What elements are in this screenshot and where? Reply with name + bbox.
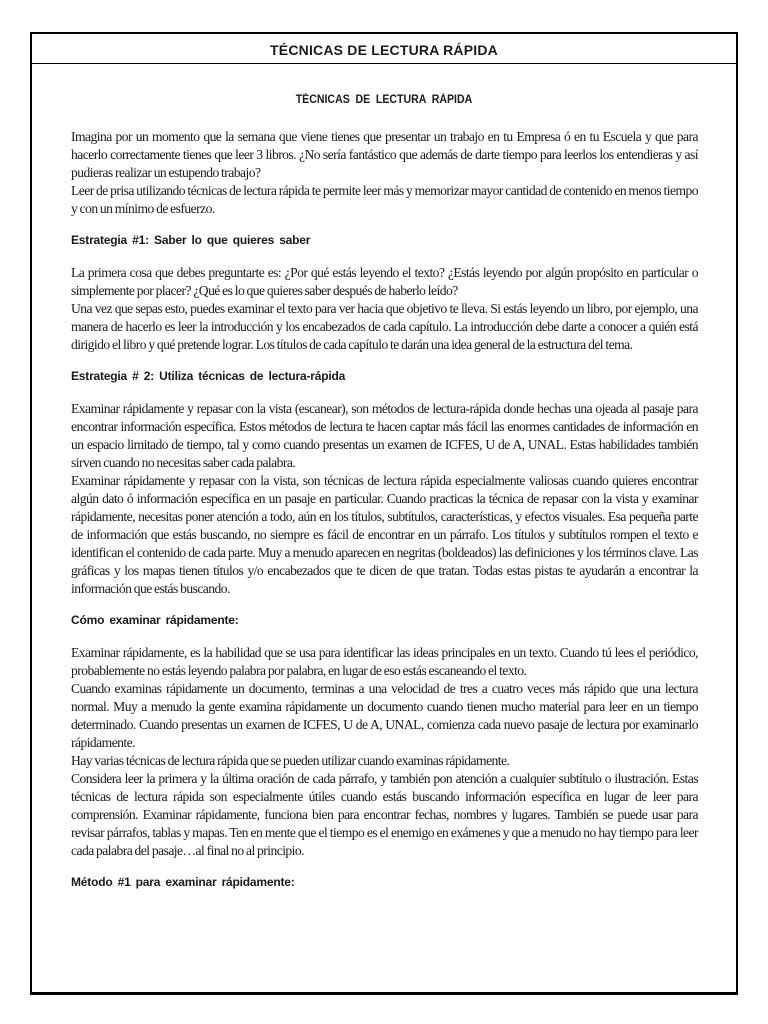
section-3-paragraph-1: Examinar rápidamente, es la habilidad que se usa para identificar las ideas principales en un texto. Cuando tú lees el periódico, probablemente no estás leyendo palabra por palabra, en lugar de eso estás escaneando el texto.: [71, 645, 698, 678]
section-2-paragraph-2: Examinar rápidamente y repasar con la vista, son técnicas de lectura rápida especialmente valiosas cuando quieres encontrar algún dato ó información específica en un pasaje en particular. Cuando practicas la técnica de repasar con la vista y examinar rápidamente, necesitas poner atención a todo, aún en los títulos, subtítulos, características, y efectos visuales. Esa pequeña parte de información que estás buscando, no siempre es fácil de encontrar en un párrafo. Los títulos y subtítulos rompen el texto e identifican el contenido de cada parte. Muy a menudo aparecen en negritas (boldeados) las definiciones y los términos clave. Las gráficas y los mapas tienen títulos y/o encabezados que te dicen de que tratan. Todas estas pistas te ayudarán a encontrar la información que estás buscando.: [71, 473, 698, 596]
section-heading-method-1: Método #1 para examinar rápidamente:: [71, 875, 295, 889]
section-3-paragraph-3: Hay varias técnicas de lectura rápida que se pueden utilizar cuando examinas rápidamente.: [71, 753, 510, 768]
section-1-paragraph-2: Una vez que sepas esto, puedes examinar el texto para ver hacia que objetivo te lleva. Si estás leyendo un libro, por ejemplo, una manera de hacerlo es leer la introducción y los encabezados de cada capítulo. La introducción debe darte a conocer a quién está dirigido el libro y qué pretende lograr. Los títulos de cada capítulo te darán una idea general de la estructura del tema.: [71, 301, 698, 352]
section-1-paragraph-1: La primera cosa que debes preguntarte es: ¿Por qué estás leyendo el texto? ¿Estás leyendo por algún propósito en particular o simplemente por placer? ¿Qué es lo que quieres saber después de haberlo leído?: [71, 265, 698, 298]
section-heading-how-to-skim: Cómo examinar rápidamente:: [71, 613, 239, 627]
intro-paragraph-1: Imagina por un momento que la semana que viene tienes que presentar un trabajo en tu Empresa ó en tu Escuela y que para hacerlo correctamente tienes que leer 3 libros. ¿No sería fantástico que además de darte tiempo para leerlos los entendieras y así pudieras realizar un estupendo trabajo?: [71, 129, 698, 180]
section-heading-strategy-1: Estrategia #1: Saber lo que quieres saber: [71, 233, 311, 247]
section-heading-strategy-2: Estrategia # 2: Utiliza técnicas de lectura-rápida: [71, 369, 346, 383]
page-header-title: TÉCNICAS DE LECTURA RÁPIDA: [270, 42, 498, 58]
header-divider: [32, 63, 736, 64]
section-3-paragraph-4: Considera leer la primera y la última oración de cada párrafo, y también pon atención a cualquier subtítulo o ilustración. Estas técnicas de lectura rápida son especialmente útiles cuando estás buscando información específica en lugar de leer para comprensión. Examinar rápidamente, funciona bien para encontrar fechas, nombres y lugares. También se puede usar para revisar párrafos, tablas y mapas. Ten en mente que el tiempo es el enemigo en exámenes y que a menudo no hay tiempo para leer cada palabra del pasaje…al final no al principio.: [71, 771, 698, 858]
document-body: [71, 128, 698, 890]
intro-paragraph-2: Leer de prisa utilizando técnicas de lectura rápida te permite leer más y memorizar mayor cantidad de contenido en menos tiempo y con un mínimo de esfuerzo.: [71, 183, 698, 216]
section-3-paragraph-2: Cuando examinas rápidamente un documento, terminas a una velocidad de tres a cuatro veces más rápido que una lectura normal. Muy a menudo la gente examina rápidamente un documento cuando tienen mucho material para leer en un tiempo determinado. Cuando presentas un examen de ICFES, U de A, UNAL, comienza cada nuevo pasaje de lectura por examinarlo rápidamente.: [71, 681, 698, 750]
document-title: TÉCNICAS DE LECTURA RÁPIDA: [295, 94, 473, 106]
section-2-paragraph-1: Examinar rápidamente y repasar con la vista (escanear), son métodos de lectura-rápida donde hechas una ojeada al pasaje para encontrar información específica. Estos métodos de lectura te hacen captar más fácil las enormes cantidades de información en un espacio limitado de tiempo, tal y como cuando presentas un examen de ICFES, U de A, UNAL. Estas habilidades también sirven cuando no necesitas saber cada palabra.: [71, 401, 698, 470]
document-page: [30, 32, 738, 995]
